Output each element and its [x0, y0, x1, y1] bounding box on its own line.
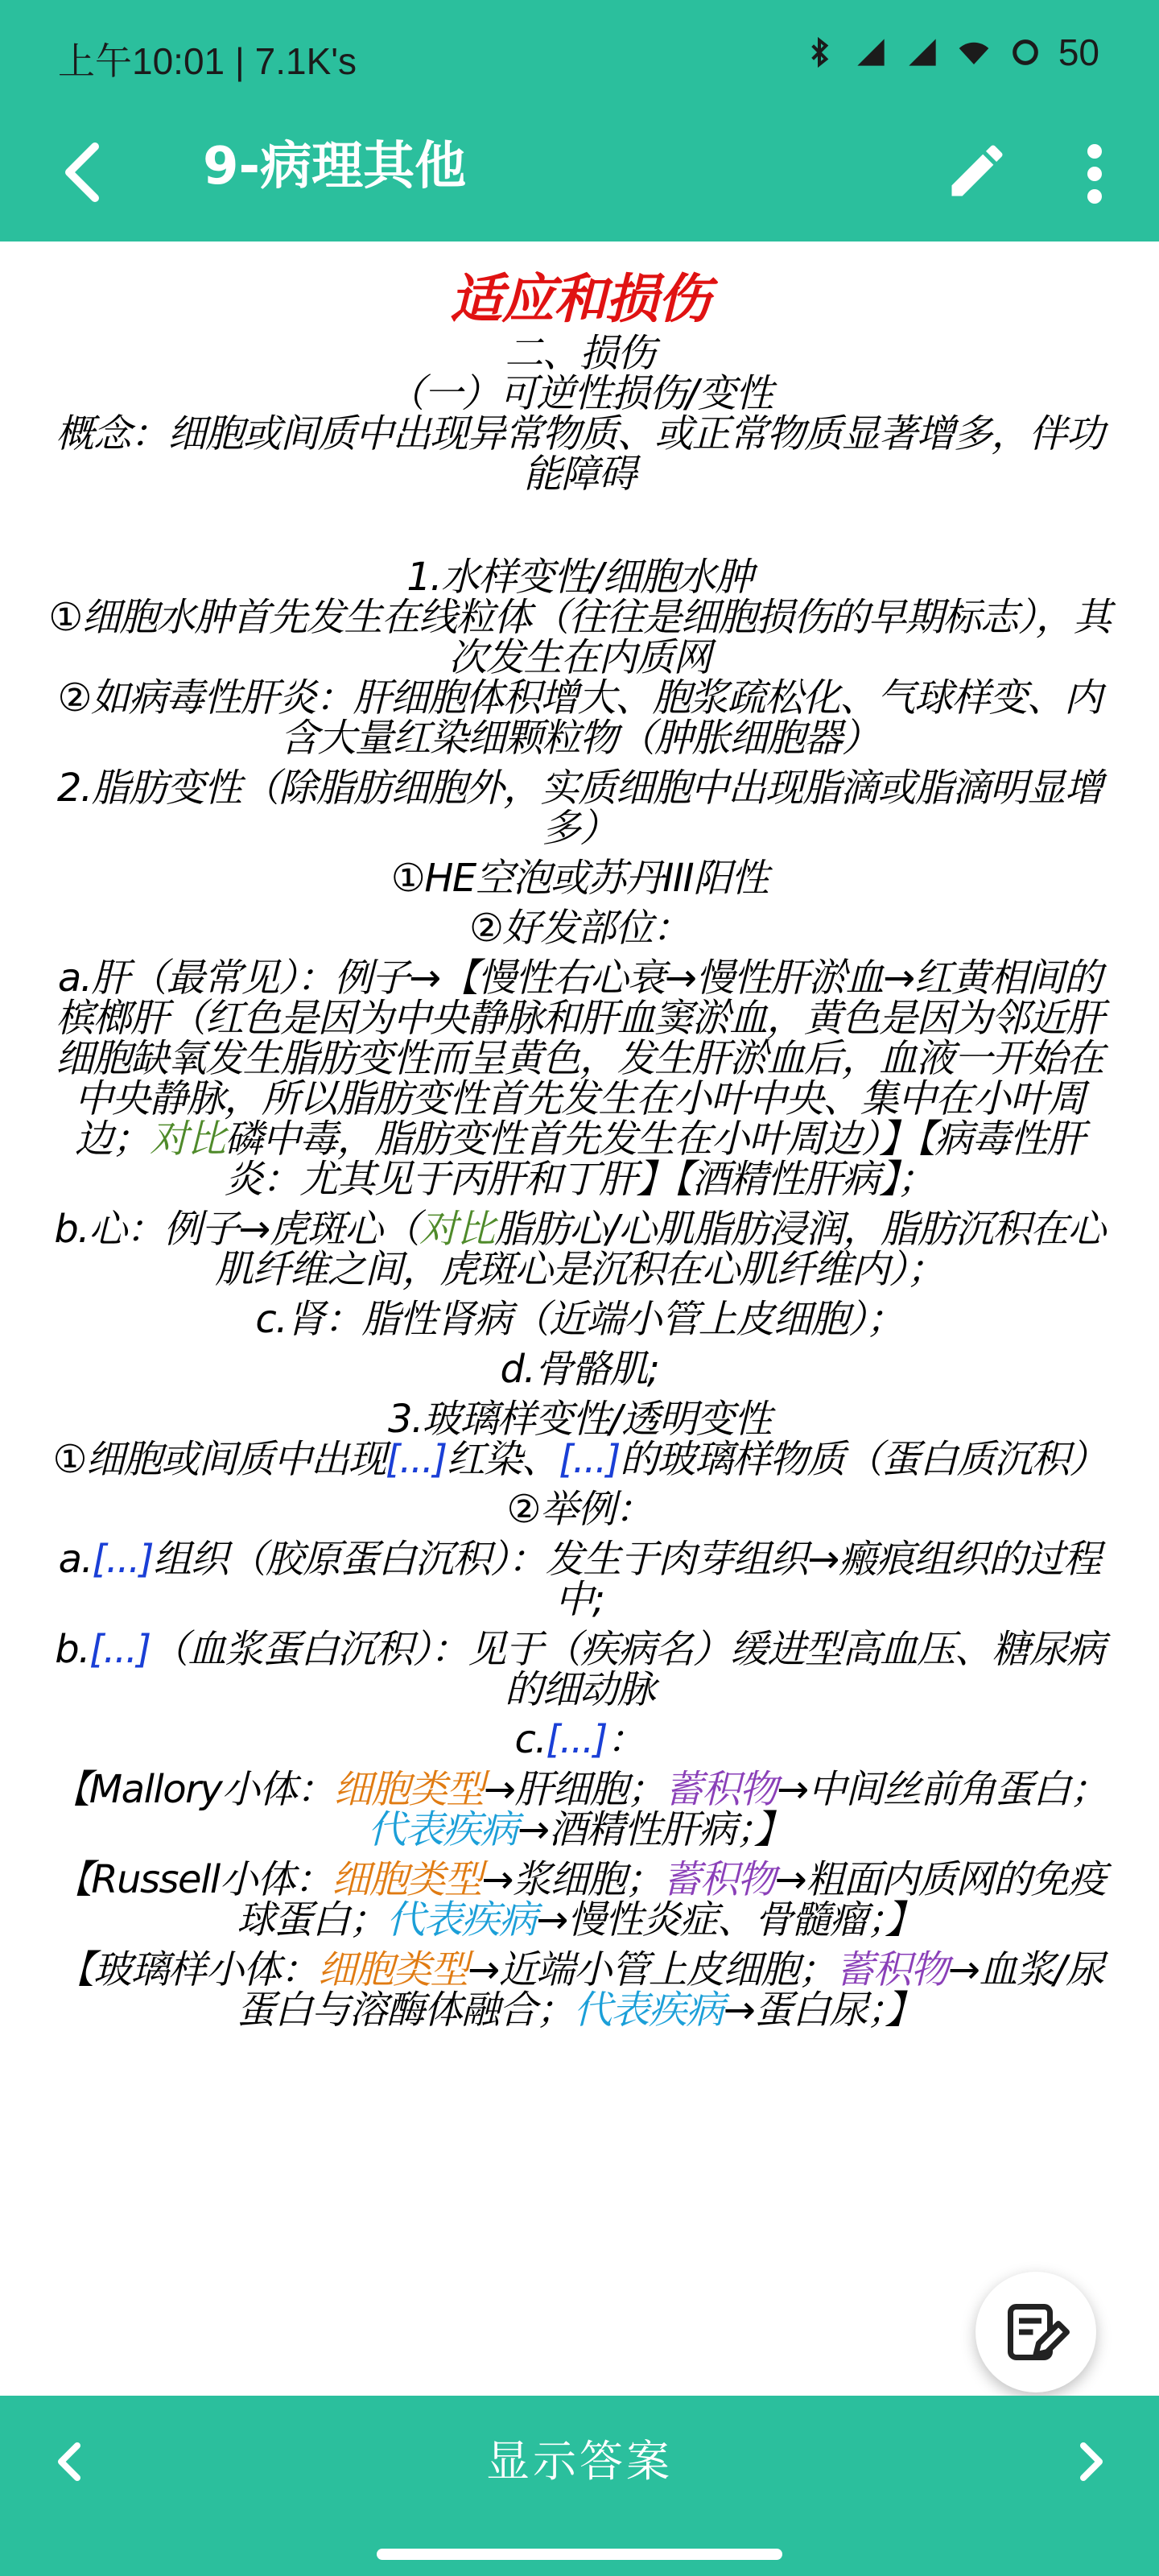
mallory-c: →中间丝前角蛋白；	[777, 1767, 1107, 1812]
cloze-3[interactable]: [...]	[92, 1537, 154, 1582]
status-icons	[801, 31, 1099, 74]
hyaline-b: →近端小管上皮细胞；	[467, 1947, 836, 1992]
heart-compare: 对比	[419, 1207, 494, 1252]
deck-title: 9-病理其他	[203, 137, 467, 196]
concept-text: 概念：细胞或间质中出现异常物质、或正常物质显著增多，伴功能障碍	[55, 411, 1103, 497]
example-c-suffix: ：	[606, 1717, 645, 1762]
card-heading: 适应和损伤	[449, 268, 710, 330]
battery-ring-icon	[1007, 36, 1044, 68]
example-c	[40, 1719, 1119, 1760]
wifi-icon	[955, 36, 992, 68]
app-bar	[0, 106, 1159, 242]
mallory-accum-label: 蓄积物	[664, 1767, 777, 1812]
russell-celltype-label: 细胞类型	[332, 1857, 482, 1902]
mallory-d: →酒精性肝病；】	[517, 1807, 792, 1852]
mallory-celltype-label: 细胞类型	[333, 1767, 484, 1812]
liver-text-a: a.肝（最常见）：例子→【慢性右心衰→慢性肝淤血→红黄相间的槟榔肝（红色是因为中央静脉和肝血窦淤血，黄色是因为邻近肝细胞缺氧发生脂肪变性而呈黄色，发生肝淤血后，血液一开始在中央静脉，所以脂肪变性首先发生在小叶中央、集中在小叶周边；	[55, 956, 1103, 1162]
russell-disease-label: 代表疾病	[386, 1897, 537, 1942]
liver-text	[40, 956, 1119, 1202]
example-b-text: （血浆蛋白沉积）：见于（疾病名）缓进型高血压、糖尿病的细动脉	[150, 1627, 1104, 1712]
example-a-prefix: a.	[58, 1537, 93, 1582]
signal-icon-2	[904, 36, 941, 68]
example-b	[40, 1629, 1119, 1710]
show-answer-button[interactable]: 显示答案	[486, 2436, 673, 2487]
liver-text-b: 磷中毒，脂肪变性首先发生在小叶周边）】【病毒性肝炎：尤其见于丙肝和丁肝】【酒精性肝病】；	[224, 1117, 1085, 1202]
russell-d: →慢性炎症、骨髓瘤；】	[536, 1897, 922, 1942]
mallory-b: →肝细胞；	[483, 1767, 665, 1812]
s3-p1-a: ①细胞或间质中出现	[52, 1437, 386, 1482]
cloze-5[interactable]: [...]	[546, 1717, 607, 1762]
home-gesture-handle[interactable]	[377, 2549, 782, 2560]
bluetooth-icon	[801, 36, 838, 68]
hyaline-body	[40, 1947, 1119, 2033]
example-a	[40, 1539, 1119, 1620]
status-time: 上午10:01 | 7.1K's	[58, 40, 357, 82]
russell-a: 【Russell小体：	[53, 1857, 332, 1902]
s2-title: 2.脂肪变性（除脂肪细胞外，实质细胞中出现脂滴或脂滴明显增多）	[56, 766, 1103, 851]
s1-point-2: ②如病毒性肝炎：肝细胞体积增大、胞浆疏松化、气球样变、内含大量红染细颗粒物（肿胀细胞器）	[57, 675, 1102, 761]
cloze-2[interactable]: [...]	[559, 1437, 620, 1482]
mallory-a: 【Mallory小体：	[52, 1767, 334, 1812]
signal-icon	[852, 36, 889, 68]
muscle-text: d.骨骼肌;	[500, 1347, 659, 1392]
mallory-body	[40, 1769, 1119, 1850]
russell-accum-label: 蓄积物	[662, 1857, 775, 1902]
card-content	[40, 266, 1119, 2040]
s3-p1-c: 的玻璃样物质（蛋白质沉积）	[620, 1437, 1107, 1482]
s3-title: 3.玻璃样变性/透明变性	[388, 1397, 771, 1442]
hyaline-a: 【玻璃样小体：	[56, 1947, 318, 1992]
edit-note-icon	[1002, 2298, 1070, 2366]
russell-body	[40, 1857, 1119, 1942]
hyaline-accum-label: 蓄积物	[835, 1947, 948, 1992]
russell-b: →浆细胞；	[481, 1857, 662, 1902]
hyaline-celltype-label: 细胞类型	[317, 1947, 468, 1992]
kidney-text: c.肾：脂性肾病（近端小管上皮细胞）；	[255, 1297, 904, 1342]
blank-spacer	[40, 504, 1119, 557]
next-card-icon[interactable]	[1072, 2436, 1112, 2487]
s2-point-2: ②好发部位：	[468, 906, 691, 951]
example-a-text: 组织（胶原蛋白沉积）：发生于肉芽组织→瘢痕组织的过程中;	[153, 1537, 1101, 1622]
russell-c: →粗面内质网的免疫球蛋白；	[237, 1857, 1106, 1942]
heart-text	[40, 1209, 1119, 1290]
back-arrow-icon[interactable]	[53, 137, 111, 208]
liver-compare: 对比	[149, 1117, 225, 1162]
mallory-disease-label: 代表疾病	[367, 1807, 518, 1852]
subsection-title: （一）可逆性损伤/变性	[386, 371, 773, 416]
status-bar	[0, 0, 1159, 106]
s3-point-2: ②举例：	[506, 1487, 653, 1532]
more-vert-icon[interactable]	[1079, 142, 1111, 206]
edit-note-fab[interactable]	[975, 2272, 1096, 2392]
cloze-1[interactable]: [...]	[386, 1437, 447, 1482]
example-b-prefix: b.	[55, 1627, 89, 1672]
hyaline-d: →蛋白尿；】	[723, 1988, 922, 2033]
system-nav-bar	[0, 2526, 1159, 2576]
hyaline-c: →血浆/尿蛋白与溶酶体融合；	[237, 1947, 1103, 2033]
heart-text-a: b.心：例子→虎斑心（	[54, 1207, 419, 1252]
cloze-4[interactable]: [...]	[89, 1627, 151, 1672]
s3-point-1	[40, 1439, 1119, 1480]
section-title: 二、损伤	[504, 331, 654, 376]
bottom-bar	[0, 2396, 1159, 2526]
heart-text-b: 脂肪心/心肌脂肪浸润，脂肪沉积在心肌纤维之间，虎斑心是沉积在心肌纤维内）；	[214, 1207, 1105, 1292]
battery-level: 50	[1058, 31, 1099, 73]
example-c-prefix: c.	[514, 1717, 547, 1762]
s1-title: 1.水样变性/细胞水肿	[406, 555, 753, 600]
hyaline-disease-label: 代表疾病	[573, 1988, 724, 2033]
edit-pencil-icon[interactable]	[943, 137, 1011, 204]
s3-p1-b: 红染、	[446, 1437, 559, 1482]
s2-point-1: ①HE空泡或苏丹III阳性	[390, 856, 769, 901]
s1-point-1: ①细胞水肿首先发生在线粒体（往往是细胞损伤的早期标志），其次发生在内质网	[48, 595, 1111, 680]
